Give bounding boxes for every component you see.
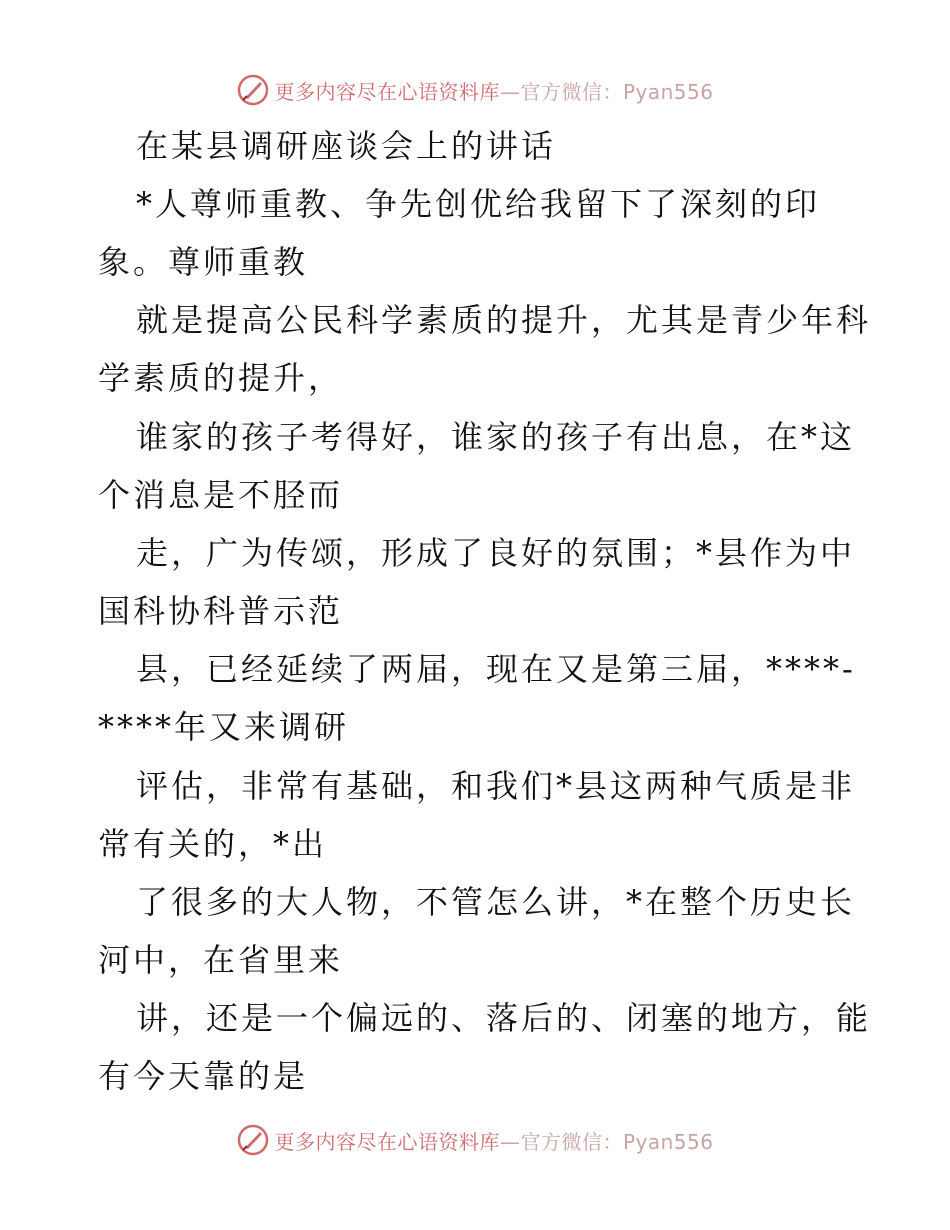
- paragraph-line: *人尊师重教、争先创优给我留下了深刻的印: [136, 185, 821, 223]
- watermark-suffix: —官方微信：Pyan556: [499, 1129, 714, 1154]
- paragraph-line: 国科协科普示范: [98, 592, 344, 630]
- watermark-text: [274, 76, 713, 105]
- paragraph-line: 河中，在省里来: [98, 941, 344, 979]
- paragraph-line: 讲，还是一个偏远的、落后的、闭塞的地方，能: [136, 999, 872, 1037]
- paragraph-line: 了很多的大人物，不管怎么讲，*在整个历史长: [136, 883, 856, 921]
- watermark-prefix: 更多内容尽在心语资料库: [274, 79, 500, 104]
- watermark-suffix: —官方微信：Pyan556: [499, 79, 714, 104]
- document-title: 在某县调研座谈会上的讲话: [136, 127, 557, 165]
- paragraph-line: 就是提高公民科学素质的提升，尤其是青少年科: [136, 301, 872, 339]
- paragraph-line: 有今天靠的是: [98, 1057, 309, 1095]
- watermark-text: [274, 1126, 713, 1155]
- feather-pen-logo-icon: [236, 1123, 270, 1157]
- paragraph-line: 县，已经延续了两届，现在又是第三届，****-: [136, 650, 856, 688]
- footer-watermark: [0, 1120, 950, 1160]
- paragraph-line: 学素质的提升，: [98, 359, 344, 397]
- watermark-prefix: 更多内容尽在心语资料库: [274, 1129, 500, 1154]
- paragraph-line: 个消息是不胫而: [98, 476, 344, 514]
- paragraph-line: 评估，非常有基础，和我们*县这两种气质是非: [136, 767, 856, 805]
- paragraph-line: 谁家的孩子考得好，谁家的孩子有出息，在*这: [136, 418, 856, 456]
- paragraph-line: ****年又来调研: [98, 708, 350, 746]
- header-watermark: [0, 70, 950, 110]
- paragraph-line: 象。尊师重教: [98, 243, 309, 281]
- feather-pen-logo-icon: [236, 73, 270, 107]
- paragraph-line: 常有关的，*出: [98, 825, 328, 863]
- paragraph-line: 走，广为传颂，形成了良好的氛围；*县作为中: [136, 534, 856, 572]
